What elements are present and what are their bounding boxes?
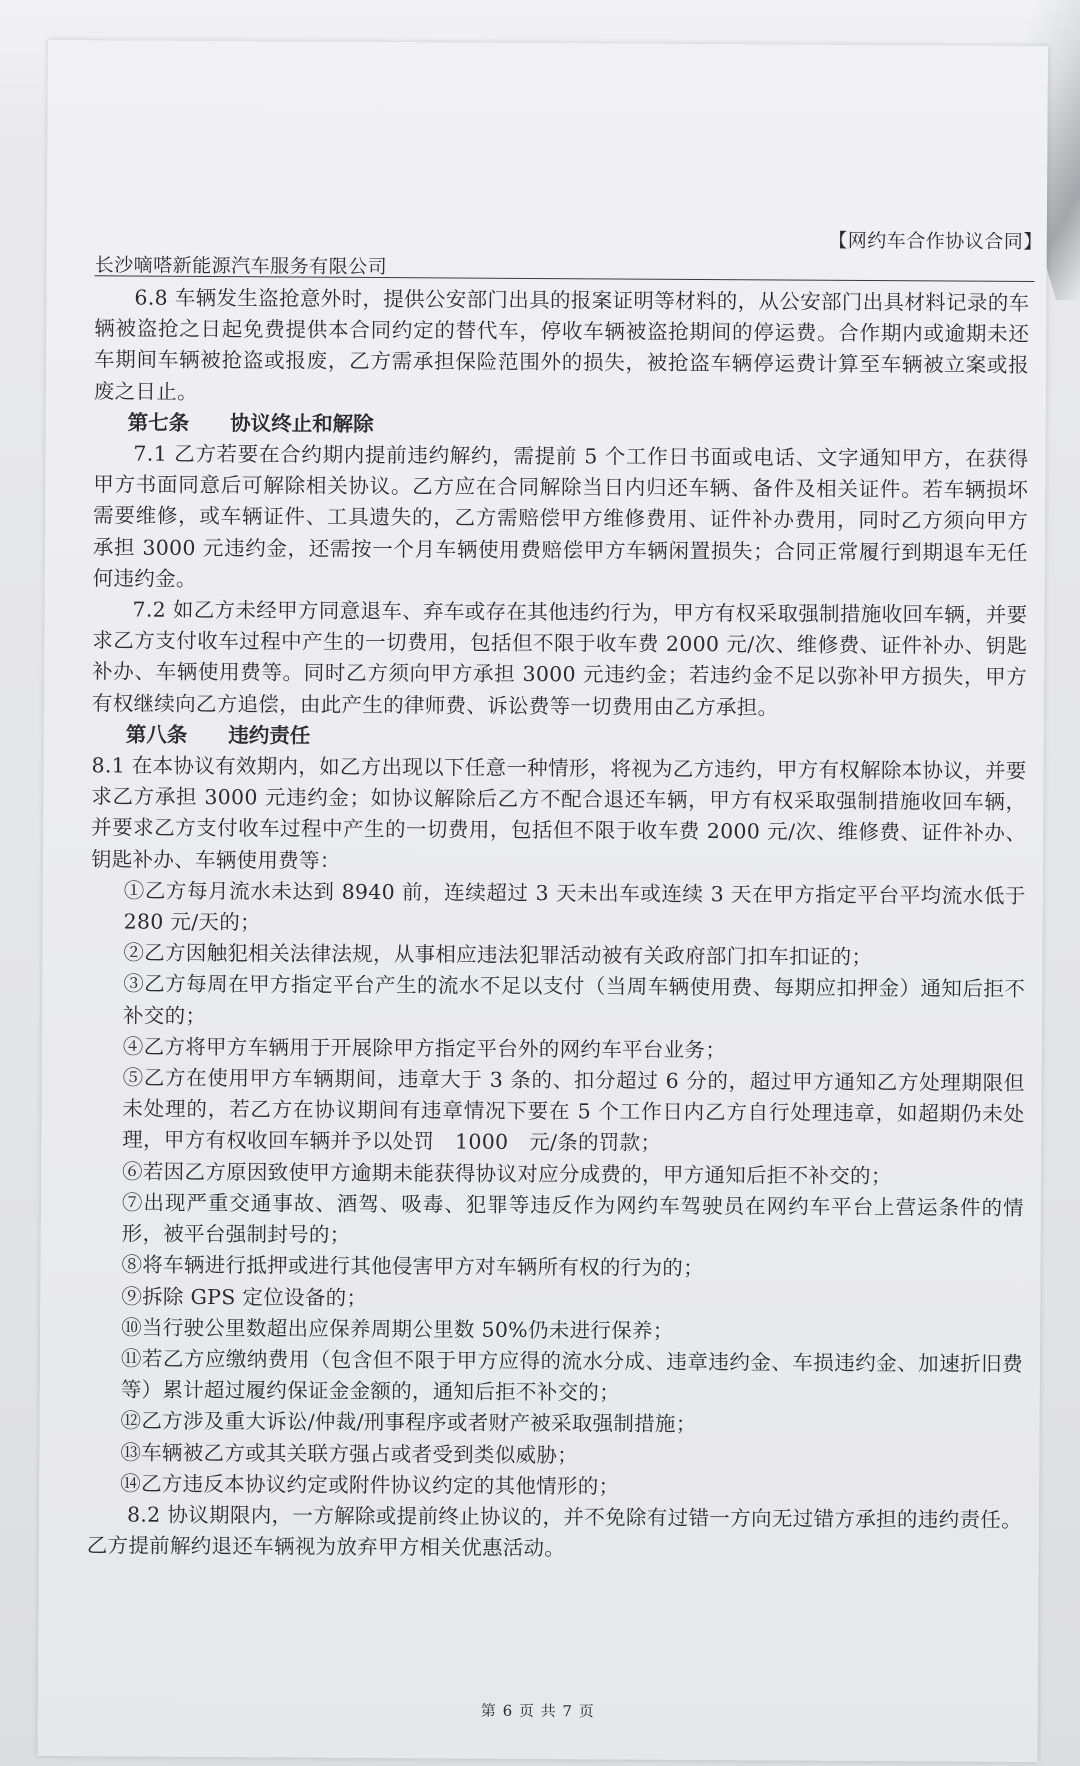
document-title: 【网约车合作协议合同】 xyxy=(828,229,1043,254)
breach-item: ⑫乙方涉及重大诉讼/仲裁/刑事程序或者财产被采取强制措施； xyxy=(120,1408,697,1437)
document-page xyxy=(38,40,1048,1762)
clause-7-2: 7.2 如乙方未经甲方同意退车、弃车或存在其他违约行为，甲方有权采取强制措施收回车辆，并要求乙方支付收车过程中产生的一切费用，包括但不限于收车费 2000 元/次、维修费、证件补办、钥匙补办、车辆使用费等。同时乙方须向甲方承担 3000 元违约金；若违约金不足以弥补甲方损失，甲方有权继续向乙方追偿，由此产生的律师费、诉讼费等一切费用由乙方承担。 xyxy=(91,597,1028,720)
clause-7-1: 7.1 乙方若要在合约期内提前违约解约，需提前 5 个工作日书面或电话、文字通知甲方，在获得甲方书面同意后可解除相关协议。乙方应在合同解除当日内归还车辆、备件及相关证件。若车辆损坏需要维修，或车辆证件、工具遗失的，乙方需赔偿甲方维修费用、证件补办费用，同时乙方须向甲方承担 3000 元违约金，还需按一个月车辆使用费赔偿甲方车辆闲置损失；合同正常履行到期退车无任何违约金。 xyxy=(92,441,1029,591)
article-8-heading: 第八条 违约责任 xyxy=(125,722,311,748)
breach-item: ①乙方每月流水未达到 8940 前，连续超过 3 天未出车或连续 3 天在甲方指定平台平均流水低于 280 元/天的； xyxy=(123,878,1026,935)
page-header xyxy=(94,229,1043,282)
breach-item: ⑬车辆被乙方或其关联方强占或者受到类似威胁； xyxy=(120,1439,579,1467)
breach-item: ⑨拆除 GPS 定位设备的； xyxy=(121,1283,368,1310)
breach-item: ⑥若因乙方原因致使甲方逾期未能获得协议对应分成费的，甲方通知后拒不补交的； xyxy=(122,1159,892,1188)
breach-list xyxy=(87,875,1026,1505)
breach-item: ⑦出现严重交通事故、酒驾、吸毒、犯罪等违反作为网约车驾驶员在网约车平台上营运条件的情形，被平台强制封号的； xyxy=(121,1190,1024,1247)
breach-item: ⑤乙方在使用甲方车辆期间，违章大于 3 条的、扣分超过 6 分的，超过甲方通知乙方处理期限但未处理的，若乙方在协议期间有违章情况下要在 5 个工作日内乙方自行处理违章，如超期仍未处理，甲方有权收回车辆并予以处罚 1000 元/条的罚款； xyxy=(122,1065,1025,1156)
article-7-heading: 第七条 协议终止和解除 xyxy=(127,410,374,436)
breach-item: ⑩当行驶公里数超出应保养周期公里数 50%仍未进行保养； xyxy=(121,1315,674,1343)
page-number: 第 6 页 共 7 页 xyxy=(480,1701,595,1721)
breach-item: ⑪若乙方应缴纳费用（包含但不限于甲方应得的流水分成、违章违约金、车损违约金、加速折旧费等）累计超过履约保证金金额的，通知后拒不补交的； xyxy=(120,1346,1024,1405)
company-name: 长沙嘀嗒新能源汽车服务有限公司 xyxy=(94,254,388,279)
clause-6-8: 6.8 车辆发生盗抢意外时，提供公安部门出具的报案证明等材料的，从公安部门出具材料记录的车辆被盗抢之日起免费提供本合同约定的替代车，停收车辆被盗抢期间的停运费。合作期内或逾期未还车期间车辆被抢盗或报废，乙方需承担保险范围外的损失，被抢盗车辆停运费计算至车辆被立案或报废之日止。 xyxy=(93,285,1030,404)
breach-item: ③乙方每周在甲方指定平台产生的流水不足以支付（当周车辆使用费、每期应扣押金）通知后拒不补交的； xyxy=(122,971,1026,1028)
clause-8-1: 8.1 在本协议有效期内，如乙方出现以下任意一种情形，将视为乙方违约，甲方有权解除本协议，并要求乙方承担 3000 元违约金；如协议解除后乙方不配合退还车辆，甲方有权采取强制措施收回车辆，并要求乙方支付收车过程中产生的一切费用，包括但不限于收车费 2000 元/次、维修费、证件补办、钥匙补办、车辆使用费等： xyxy=(90,753,1027,873)
breach-item: ⑭乙方违反本协议约定或附件协议约定的其他情形的； xyxy=(120,1471,620,1499)
breach-item: ⑧将车辆进行抵押或进行其他侵害甲方对车辆所有权的行为的； xyxy=(121,1252,704,1281)
breach-item: ④乙方将甲方车辆用于开展除甲方指定平台外的网约车平台业务； xyxy=(122,1034,727,1063)
document-body xyxy=(87,282,1030,1567)
clause-8-2: 8.2 协议期限内，一方解除或提前终止协议的，并不免除有过错一方向无过错方承担的违约责任。乙方提前解约退还车辆视为放弃甲方相关优惠活动。 xyxy=(86,1502,1023,1561)
breach-item: ②乙方因触犯相关法律法规，从事相应违法犯罪活动被有关政府部门扣车扣证的； xyxy=(123,940,873,970)
